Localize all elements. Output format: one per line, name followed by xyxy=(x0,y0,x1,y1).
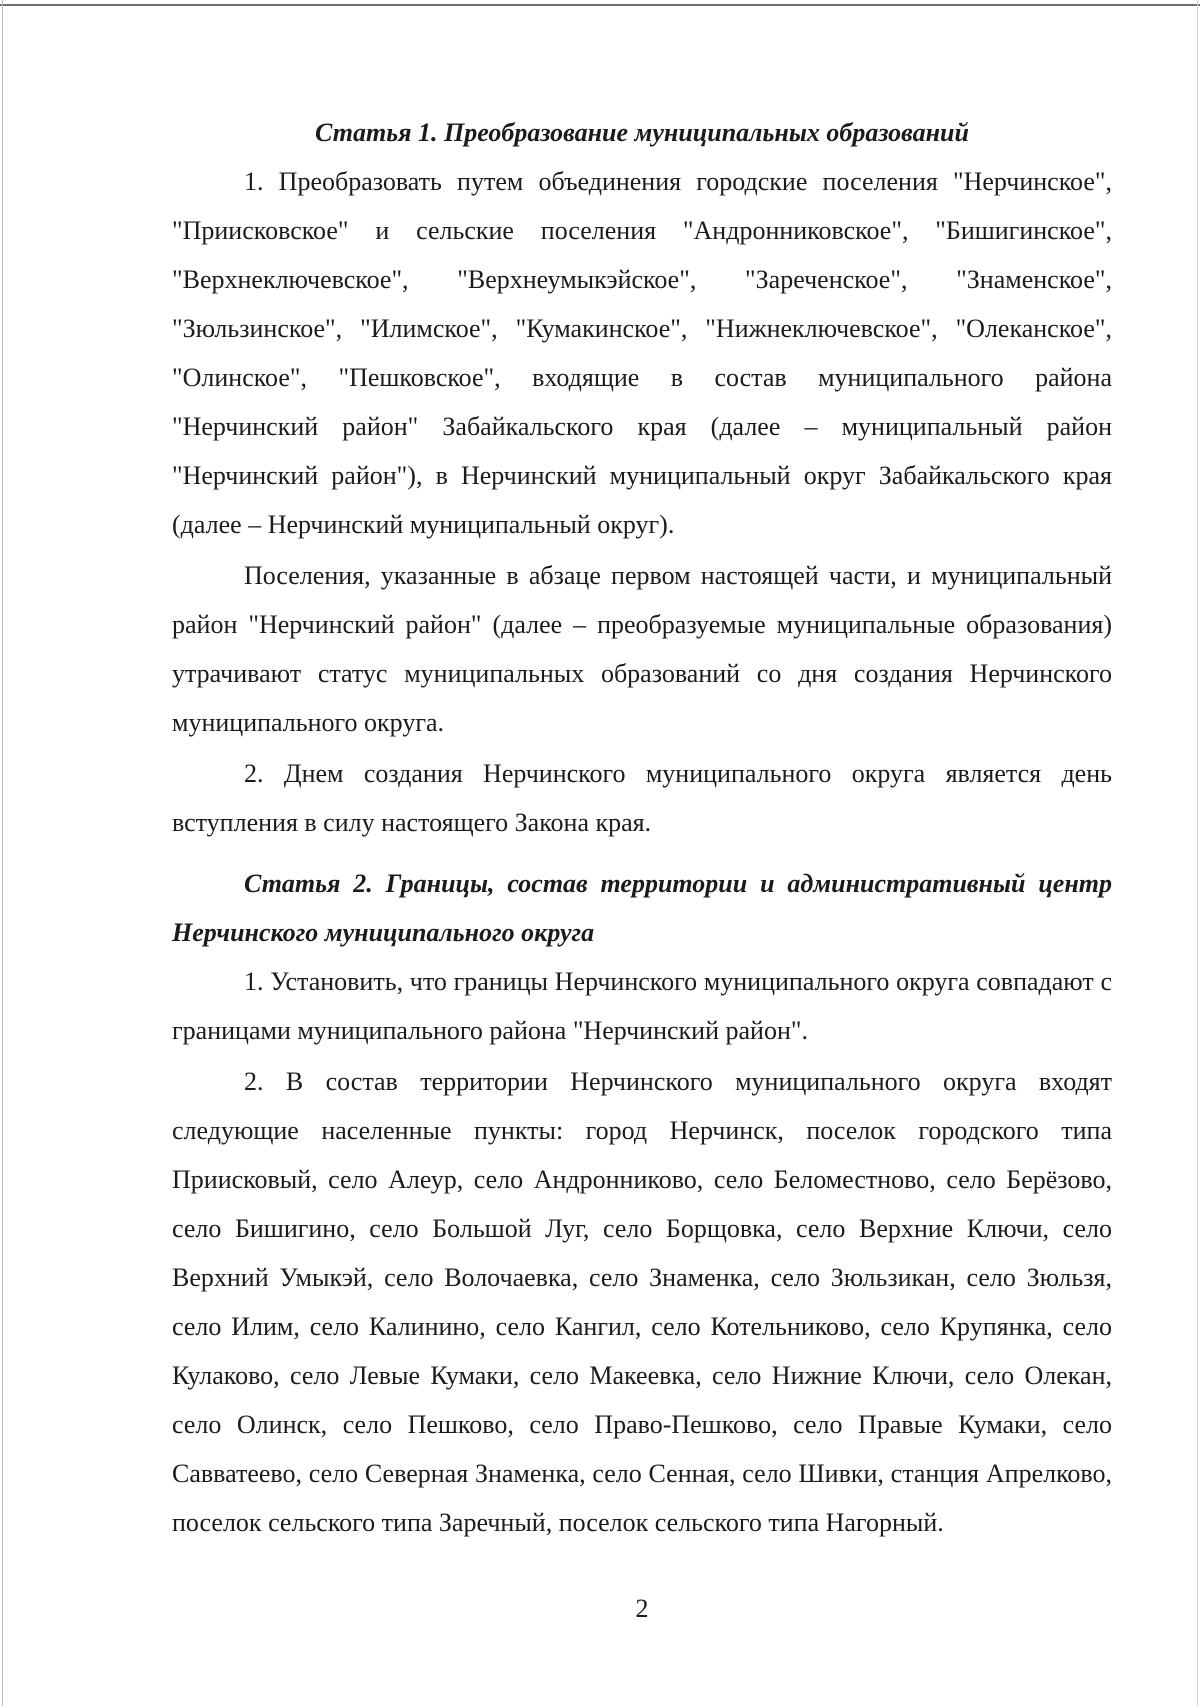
scan-edge-right xyxy=(1197,0,1198,1706)
article-1-paragraph-1: 1. Преобразовать путем объединения городские поселения "Нерчинское", "Приисковское" и сельские поселения "Андронниковское", "Бишигинское", "Верхнеключевское", "Верхнеумыкэйское", "Зареченское", "Знаменское", "Зюльзинское", "Илимское", "Кумакинское", "Нижнеключевское", "Олеканское", "Олинское", "Пешковское", входящие в состав муниципального района "Нерчинский район" Забайкальского края (далее – муниципальный район "Нерчинский район"), в Нерчинский муниципальный округ Забайкальского края (далее – Нерчинский муниципальный округ). xyxy=(172,167,1112,539)
scan-edge-left xyxy=(2,0,3,1706)
scan-edge-top xyxy=(0,4,1200,6)
document-page xyxy=(172,108,1112,1547)
article-2-heading: Статья 2. Границы, состав территории и административный центр Нерчинского муниципального округа xyxy=(172,869,1112,947)
page-number: 2 xyxy=(635,1594,649,1623)
article-1-heading: Статья 1. Преобразование муниципальных образований xyxy=(315,118,969,147)
article-2-paragraph-2: 2. В состав территории Нерчинского муниципального округа входят следующие населенные пункты: город Нерчинск, поселок городского типа Приисковый, село Алеур, село Андронниково, село Беломестново, село Берёзово, село Бишигино, село Большой Луг, село Борщовка, село Верхние Ключи, село Верхний Умыкэй, село Волочаевка, село Знаменка, село Зюльзикан, село Зюльзя, село Илим, село Калинино, село Кангил, село Котельниково, село Крупянка, село Кулаково, село Левые Кумаки, село Макеевка, село Нижние Ключи, село Олекан, село Олинск, село Пешково, село Право-Пешково, село Правые Кумаки, село Савватеево, село Северная Знаменка, село Сенная, село Шивки, станция Апрелково, поселок сельского типа Заречный, поселок сельского типа Нагорный. xyxy=(172,1067,1112,1537)
article-1-paragraph-2: Поселения, указанные в абзаце первом настоящей части, и муниципальный район "Нерчинский район" (далее – преобразуемые муниципальные образования) утрачивают статус муниципальных образований со дня создания Нерчинского муниципального округа. xyxy=(172,561,1112,737)
article-2-paragraph-1: 1. Установить, что границы Нерчинского муниципального округа совпадают с границами муниципального района "Нерчинский район". xyxy=(172,967,1112,1045)
article-1-paragraph-3: 2. Днем создания Нерчинского муниципального округа является день вступления в силу настоящего Закона края. xyxy=(172,759,1112,837)
